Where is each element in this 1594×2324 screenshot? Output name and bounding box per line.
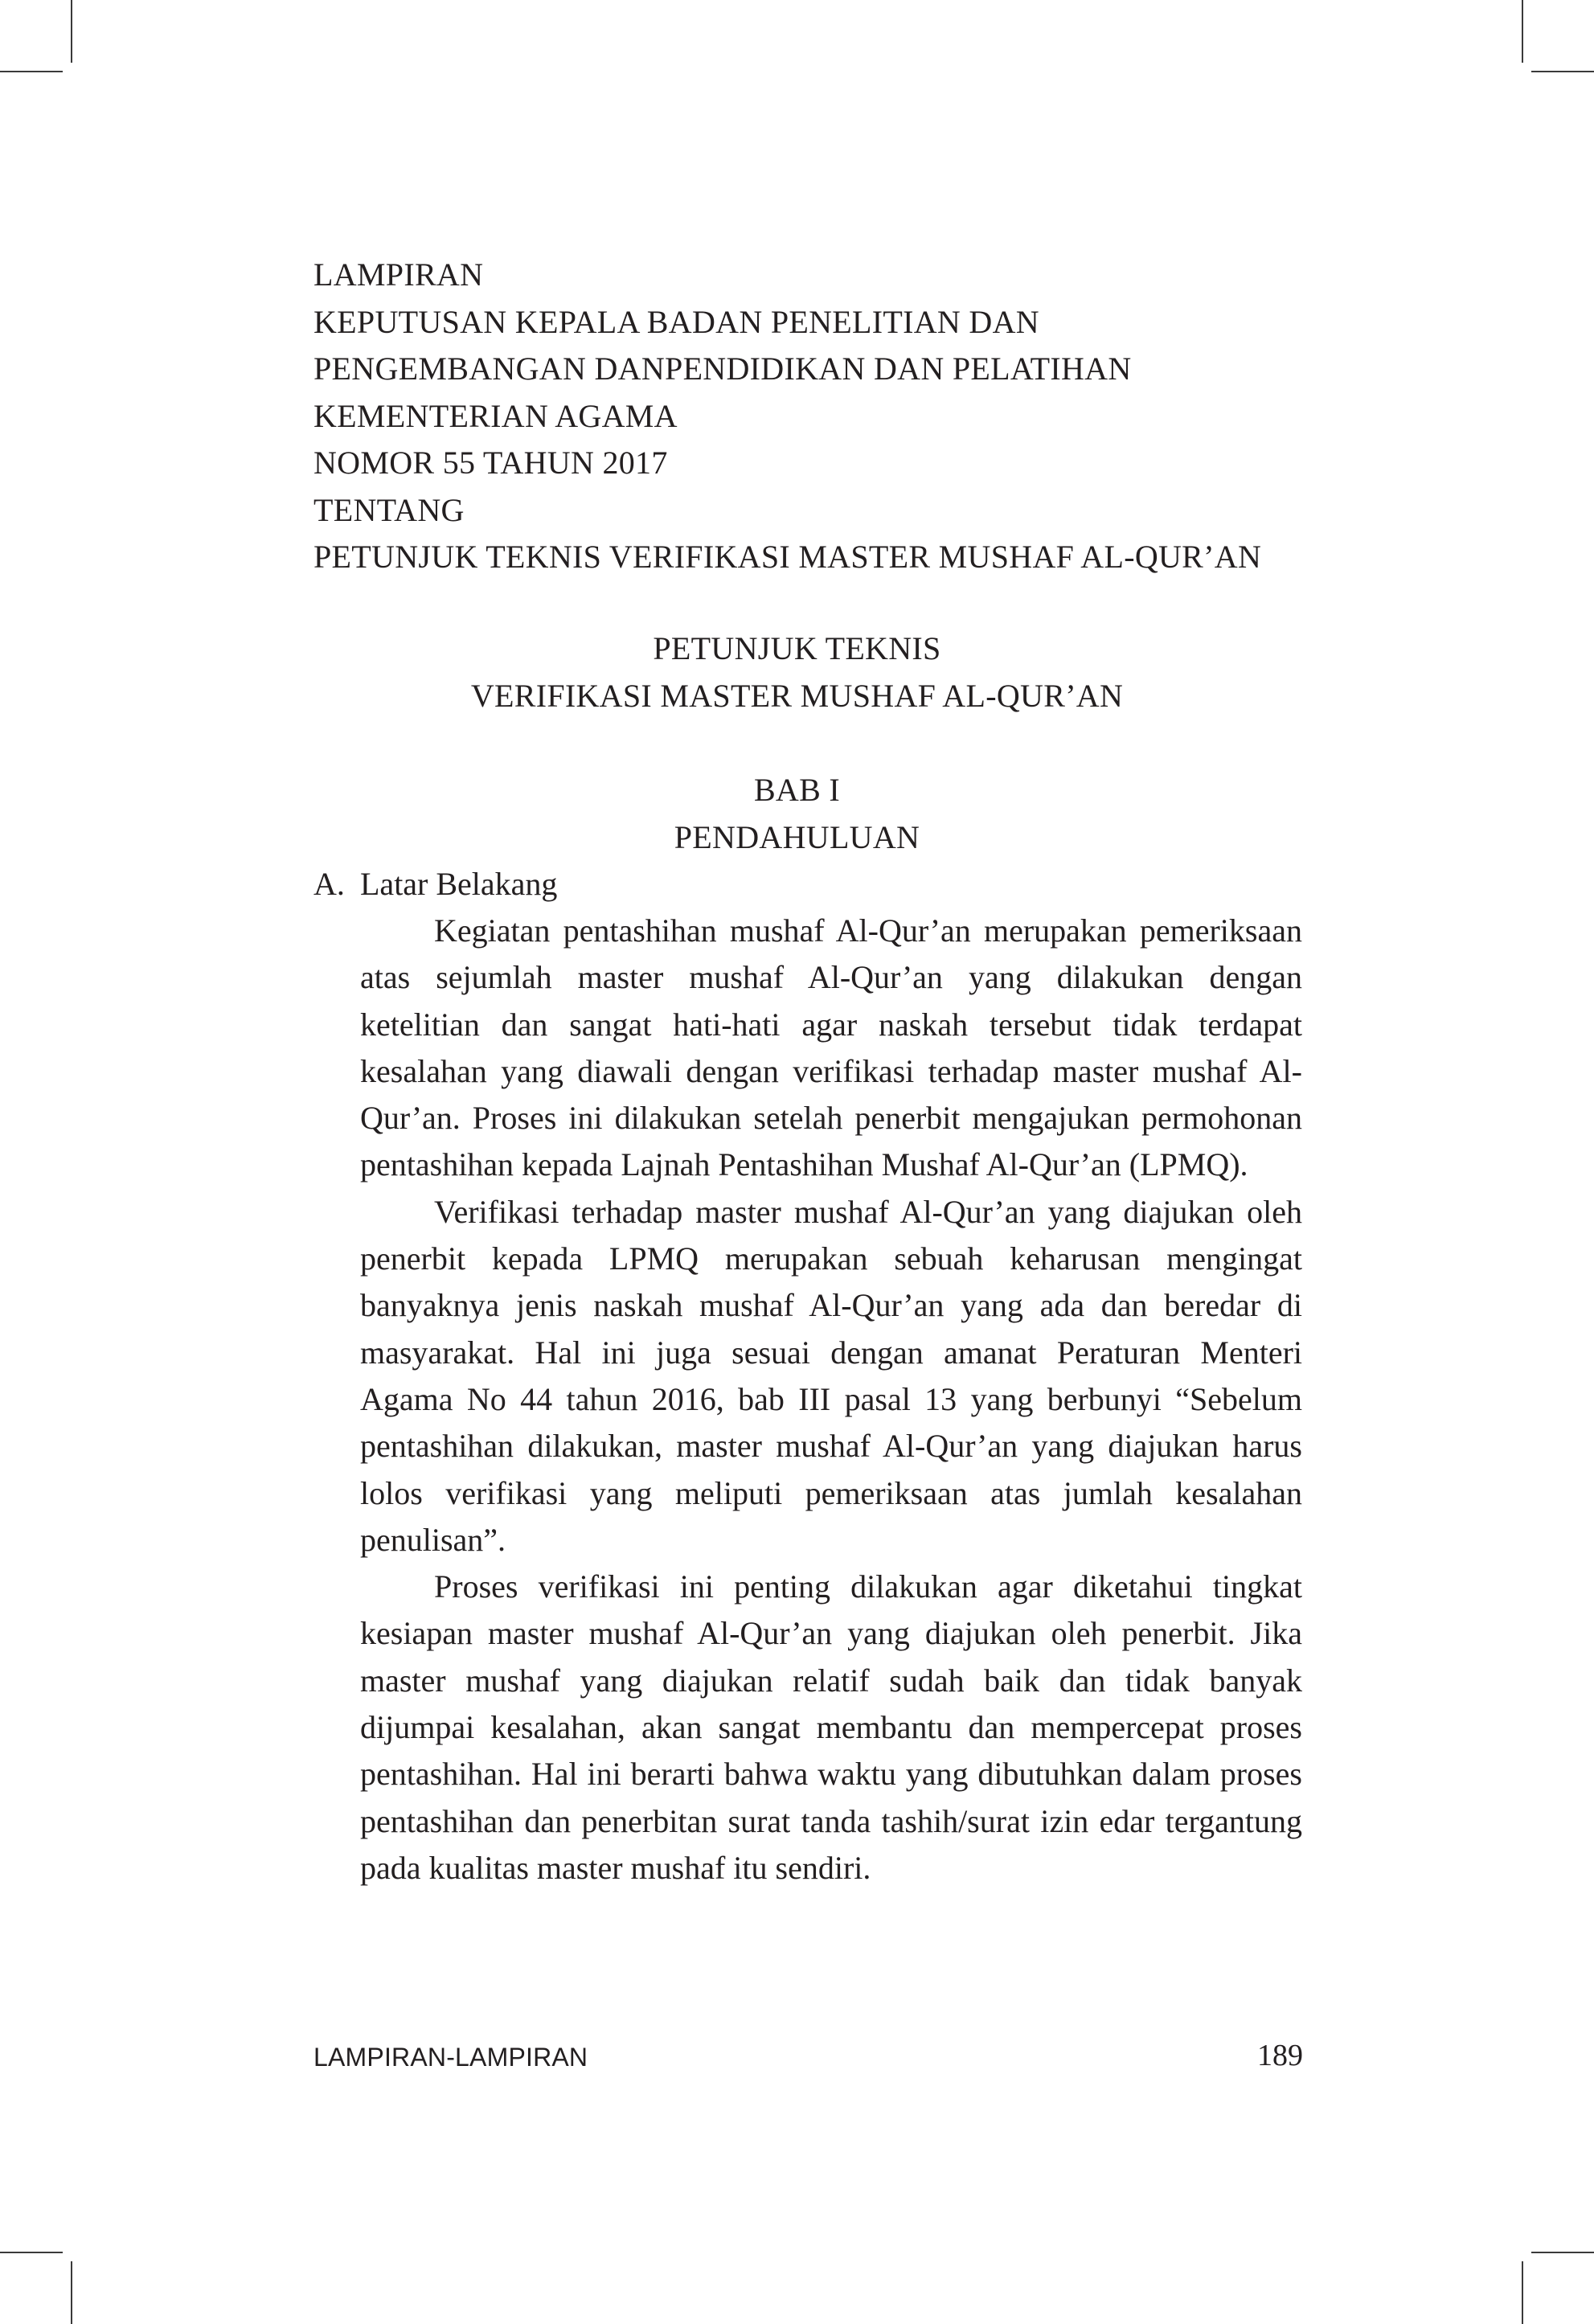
chapter-heading — [0, 767, 1594, 861]
paragraph: Kegiatan pentashihan mushaf Al-Qur’an merupakan pemeriksaan atas sejumlah master mushaf Al-Qur’an yang dilakukan dengan ketelitian dan sangat hati-hati agar naskah tersebut tidak terdapat kesalahan yang diawali dengan verifikasi terhadap master mushaf Al-Qur’an. Proses ini dilakukan setelah penerbit mengajukan permohonan pentashihan kepada Lajnah Pentashihan Mushaf Al-Qur’an (LPMQ). — [360, 912, 1302, 1183]
appendix-header — [313, 252, 1358, 581]
running-footer-title: LAMPIRAN-LAMPIRAN — [313, 2043, 588, 2072]
header-line: TENTANG — [313, 491, 465, 528]
header-line: PENGEMBANGAN DANPENDIDIKAN DAN PELATIHAN — [313, 350, 1132, 387]
header-line: PETUNJUK TEKNIS VERIFIKASI MASTER MUSHAF AL-QUR’AN — [313, 539, 1262, 575]
body-text — [360, 908, 1302, 1892]
title-line-1: PETUNJUK TEKNIS — [653, 630, 941, 666]
document-title — [0, 625, 1594, 719]
title-line-2: VERIFIKASI MASTER MUSHAF AL-QUR’AN — [470, 677, 1124, 714]
header-line: KEPUTUSAN KEPALA BADAN PENELITIAN DAN — [313, 303, 1039, 340]
header-line: LAMPIRAN — [313, 256, 484, 293]
chapter-name: PENDAHULUAN — [674, 818, 920, 855]
paragraph: Verifikasi terhadap master mushaf Al-Qur’an yang diajukan oleh penerbit kepada LPMQ merupakan sebuah keharusan mengingat banyaknya jenis naskah mushaf Al-Qur’an yang ada dan beredar di masyarakat. Hal ini juga sesuai dengan amanat Peraturan Menteri Agama No 44 tahun 2016, bab III pasal 13 yang berbunyi “Sebelum pentashihan dilakukan, master mushaf Al-Qur’an yang diajukan harus lolos verifikasi yang meliputi pemeriksaan atas jumlah kesalahan penulisan”. — [360, 1193, 1302, 1558]
page-number: 189 — [1257, 2039, 1303, 2072]
chapter-number: BAB I — [753, 772, 841, 808]
paragraph: Proses verifikasi ini penting dilakukan agar diketahui tingkat kesiapan master mushaf Al-Qur’an yang diajukan oleh penerbit. Jika master mushaf yang diajukan relatif sudah baik dan tidak banyak dijumpai kesalahan, akan sangat membantu dan mempercepat proses pentashihan. Hal ini berarti bahwa waktu yang dibutuhkan dalam proses pentashihan dan penerbitan surat tanda tashih/surat izin edar tergantung pada kualitas master mushaf itu sendiri. — [360, 1568, 1302, 1886]
section-title: Latar Belakang — [360, 866, 558, 902]
section-heading — [313, 861, 557, 908]
section-letter: A. — [313, 866, 345, 902]
header-line: KEMENTERIAN AGAMA — [313, 397, 678, 434]
header-line: NOMOR 55 TAHUN 2017 — [313, 445, 668, 481]
